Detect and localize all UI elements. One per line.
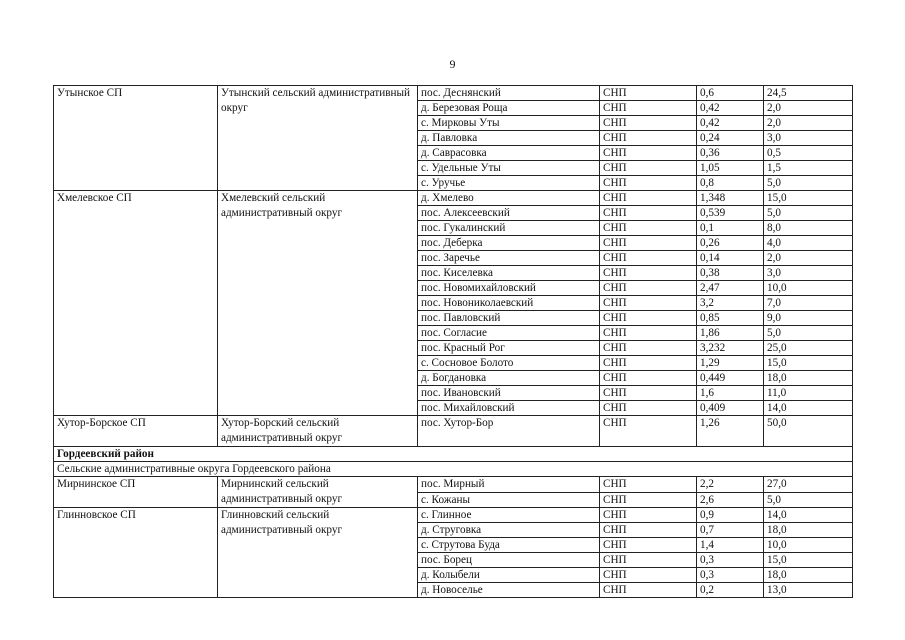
value-1-cell: 0,449 <box>697 371 764 386</box>
table-row <box>54 477 853 493</box>
settlement-type-cell: СНП <box>600 477 697 493</box>
rural-settlement-cell: Мирнинское СП <box>54 477 218 508</box>
settlement-name-cell: пос. Киселевка <box>418 266 600 281</box>
value-1-cell: 0,9 <box>697 508 764 523</box>
settlement-name-cell: д. Павловка <box>418 131 600 146</box>
value-2-cell: 4,0 <box>764 236 853 251</box>
value-2-cell: 9,0 <box>764 311 853 326</box>
settlement-type-cell: СНП <box>600 101 697 116</box>
settlement-name-cell: пос. Хутор-Бор <box>418 416 600 447</box>
value-1-cell: 0,2 <box>697 583 764 598</box>
value-2-cell: 8,0 <box>764 221 853 236</box>
rural-settlement-cell: Утынское СП <box>54 86 218 191</box>
value-2-cell: 2,0 <box>764 101 853 116</box>
settlement-type-cell: СНП <box>600 251 697 266</box>
value-1-cell: 0,42 <box>697 116 764 131</box>
value-2-cell: 15,0 <box>764 191 853 206</box>
value-2-cell: 2,0 <box>764 116 853 131</box>
administrative-district-cell: Хмелевский сельский административный округ <box>218 191 418 416</box>
value-2-cell: 5,0 <box>764 326 853 341</box>
settlement-type-cell: СНП <box>600 492 697 508</box>
settlement-name-cell: с. Мирковы Уты <box>418 116 600 131</box>
value-2-cell: 5,0 <box>764 492 853 508</box>
value-1-cell: 0,6 <box>697 86 764 101</box>
value-1-cell: 0,7 <box>697 523 764 538</box>
value-1-cell: 0,85 <box>697 311 764 326</box>
settlement-type-cell: СНП <box>600 311 697 326</box>
settlement-name-cell: с. Удельные Уты <box>418 161 600 176</box>
table-row <box>54 508 853 523</box>
value-2-cell: 1,5 <box>764 161 853 176</box>
settlement-type-cell: СНП <box>600 191 697 206</box>
settlement-type-cell: СНП <box>600 401 697 416</box>
section-title: Сельские административные округа Гордеевского района <box>54 462 853 477</box>
page-number: 9 <box>449 57 456 71</box>
settlement-type-cell: СНП <box>600 236 697 251</box>
value-2-cell: 11,0 <box>764 386 853 401</box>
value-2-cell: 50,0 <box>764 416 853 447</box>
value-1-cell: 0,3 <box>697 568 764 583</box>
administrative-district-cell: Мирнинский сельский административный округ <box>218 477 418 508</box>
value-1-cell: 0,409 <box>697 401 764 416</box>
value-2-cell: 5,0 <box>764 176 853 191</box>
settlement-name-cell: д. Березовая Роща <box>418 101 600 116</box>
administrative-district-cell: Утынский сельский административный округ <box>218 86 418 191</box>
settlement-type-cell: СНП <box>600 176 697 191</box>
value-1-cell: 1,26 <box>697 416 764 447</box>
administrative-district-cell: Глинновский сельский административный округ <box>218 508 418 598</box>
settlement-type-cell: СНП <box>600 131 697 146</box>
settlement-type-cell: СНП <box>600 508 697 523</box>
settlement-name-cell: пос. Деберка <box>418 236 600 251</box>
settlements-table-body <box>54 86 853 598</box>
settlement-type-cell: СНП <box>600 221 697 236</box>
value-2-cell: 13,0 <box>764 583 853 598</box>
settlement-name-cell: пос. Новомихайловский <box>418 281 600 296</box>
settlement-name-cell: д. Хмелево <box>418 191 600 206</box>
value-1-cell: 0,38 <box>697 266 764 281</box>
value-2-cell: 10,0 <box>764 538 853 553</box>
value-1-cell: 0,8 <box>697 176 764 191</box>
value-2-cell: 15,0 <box>764 356 853 371</box>
settlement-type-cell: СНП <box>600 146 697 161</box>
settlement-type-cell: СНП <box>600 161 697 176</box>
value-1-cell: 2,47 <box>697 281 764 296</box>
settlement-name-cell: пос. Павловский <box>418 311 600 326</box>
district-title: Гордеевский район <box>54 447 853 462</box>
value-2-cell: 0,5 <box>764 146 853 161</box>
settlement-name-cell: пос. Ивановский <box>418 386 600 401</box>
value-1-cell: 1,348 <box>697 191 764 206</box>
value-1-cell: 0,3 <box>697 553 764 568</box>
settlement-name-cell: д. Богдановка <box>418 371 600 386</box>
settlement-name-cell: пос. Заречье <box>418 251 600 266</box>
section-header-row <box>54 462 853 477</box>
settlement-name-cell: пос. Борец <box>418 553 600 568</box>
table-row <box>54 86 853 101</box>
settlement-type-cell: СНП <box>600 538 697 553</box>
value-1-cell: 3,2 <box>697 296 764 311</box>
settlement-type-cell: СНП <box>600 296 697 311</box>
value-2-cell: 5,0 <box>764 206 853 221</box>
rural-settlement-cell: Глинновское СП <box>54 508 218 598</box>
settlement-type-cell: СНП <box>600 523 697 538</box>
settlement-type-cell: СНП <box>600 266 697 281</box>
value-2-cell: 10,0 <box>764 281 853 296</box>
settlement-name-cell: с. Струтова Буда <box>418 538 600 553</box>
value-2-cell: 3,0 <box>764 266 853 281</box>
settlement-type-cell: СНП <box>600 341 697 356</box>
district-header-row <box>54 447 853 462</box>
value-2-cell: 14,0 <box>764 508 853 523</box>
settlement-type-cell: СНП <box>600 371 697 386</box>
value-1-cell: 0,1 <box>697 221 764 236</box>
value-1-cell: 0,26 <box>697 236 764 251</box>
rural-settlement-cell: Хутор-Борское СП <box>54 416 218 447</box>
value-1-cell: 0,539 <box>697 206 764 221</box>
settlement-name-cell: с. Глинное <box>418 508 600 523</box>
administrative-district-cell: Хутор-Борский сельский административный округ <box>218 416 418 447</box>
settlement-name-cell: д. Струговка <box>418 523 600 538</box>
settlement-name-cell: д. Новоселье <box>418 583 600 598</box>
value-1-cell: 0,42 <box>697 101 764 116</box>
value-2-cell: 2,0 <box>764 251 853 266</box>
settlement-type-cell: СНП <box>600 583 697 598</box>
settlement-name-cell: пос. Алексеевский <box>418 206 600 221</box>
value-1-cell: 1,29 <box>697 356 764 371</box>
value-1-cell: 2,6 <box>697 492 764 508</box>
settlement-type-cell: СНП <box>600 326 697 341</box>
settlement-name-cell: д. Саврасовка <box>418 146 600 161</box>
value-2-cell: 3,0 <box>764 131 853 146</box>
value-2-cell: 25,0 <box>764 341 853 356</box>
value-2-cell: 18,0 <box>764 568 853 583</box>
value-2-cell: 7,0 <box>764 296 853 311</box>
settlement-name-cell: пос. Мирный <box>418 477 600 493</box>
value-1-cell: 0,14 <box>697 251 764 266</box>
value-2-cell: 24,5 <box>764 86 853 101</box>
settlement-type-cell: СНП <box>600 86 697 101</box>
value-1-cell: 1,6 <box>697 386 764 401</box>
settlement-name-cell: пос. Согласие <box>418 326 600 341</box>
table-row <box>54 416 853 447</box>
settlement-name-cell: пос. Михайловский <box>418 401 600 416</box>
settlement-type-cell: СНП <box>600 553 697 568</box>
value-2-cell: 18,0 <box>764 523 853 538</box>
settlement-name-cell: д. Колыбели <box>418 568 600 583</box>
value-1-cell: 3,232 <box>697 341 764 356</box>
value-1-cell: 1,05 <box>697 161 764 176</box>
table-row <box>54 191 853 206</box>
settlement-name-cell: пос. Красный Рог <box>418 341 600 356</box>
settlement-type-cell: СНП <box>600 116 697 131</box>
value-2-cell: 15,0 <box>764 553 853 568</box>
settlement-name-cell: пос. Новониколаевский <box>418 296 600 311</box>
value-1-cell: 2,2 <box>697 477 764 493</box>
value-1-cell: 1,86 <box>697 326 764 341</box>
value-1-cell: 1,4 <box>697 538 764 553</box>
settlements-table <box>53 85 853 598</box>
settlement-type-cell: СНП <box>600 386 697 401</box>
value-2-cell: 14,0 <box>764 401 853 416</box>
settlement-type-cell: СНП <box>600 416 697 447</box>
settlement-type-cell: СНП <box>600 281 697 296</box>
settlement-type-cell: СНП <box>600 568 697 583</box>
settlement-name-cell: с. Сосновое Болото <box>418 356 600 371</box>
settlement-name-cell: пос. Деснянский <box>418 86 600 101</box>
settlement-name-cell: с. Кожаны <box>418 492 600 508</box>
value-2-cell: 27,0 <box>764 477 853 493</box>
settlement-type-cell: СНП <box>600 206 697 221</box>
value-2-cell: 18,0 <box>764 371 853 386</box>
value-1-cell: 0,36 <box>697 146 764 161</box>
value-1-cell: 0,24 <box>697 131 764 146</box>
settlement-name-cell: с. Уручье <box>418 176 600 191</box>
settlement-name-cell: пос. Гукалинский <box>418 221 600 236</box>
rural-settlement-cell: Хмелевское СП <box>54 191 218 416</box>
settlement-type-cell: СНП <box>600 356 697 371</box>
